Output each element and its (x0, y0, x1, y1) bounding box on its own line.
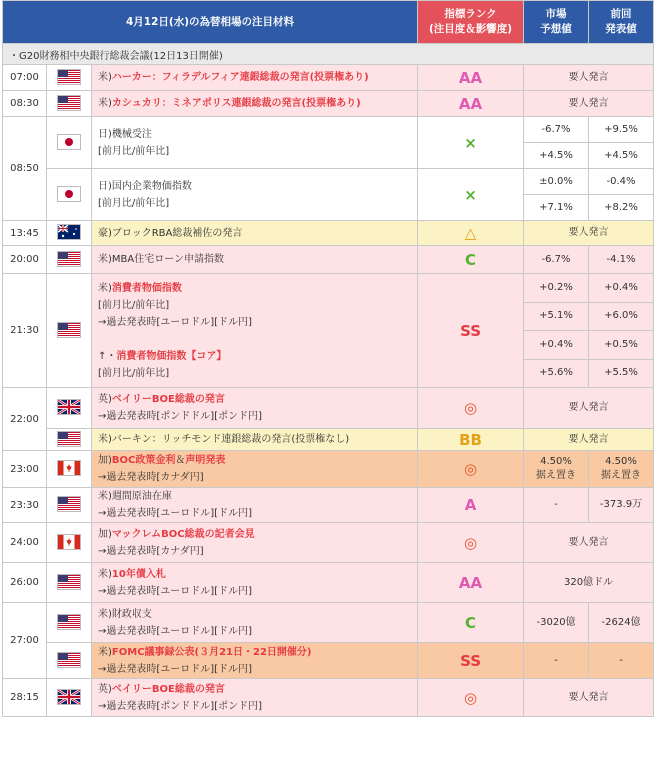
time-cell: 13:45 (3, 221, 47, 246)
event-line (98, 348, 417, 365)
forecast-value: - (524, 488, 589, 523)
event-description (92, 643, 418, 679)
merged-value-cell: 要人発言 (524, 65, 654, 91)
event-line (98, 225, 417, 242)
event-text: 加) (98, 455, 112, 466)
previous-value: +6.0% (589, 302, 654, 331)
flag-cell (47, 488, 92, 523)
event-line (98, 408, 417, 425)
event-line (98, 505, 417, 522)
header-previous-line1: 前回 (610, 8, 632, 20)
event-line (98, 365, 417, 382)
header-previous-line2: 発表値 (605, 23, 637, 35)
event-line (98, 69, 417, 86)
rank-badge: AA (418, 65, 524, 91)
header-previous (589, 1, 654, 44)
event-row (3, 274, 654, 303)
event-text: 米) (98, 98, 112, 109)
japan-flag-icon (57, 186, 81, 202)
value-line: 据え置き (536, 470, 577, 481)
event-line (98, 95, 417, 112)
event-description (92, 523, 418, 563)
header-forecast-line2: 予想値 (540, 23, 572, 35)
time-cell: 24:00 (3, 523, 47, 563)
event-line (98, 143, 417, 160)
event-row (3, 221, 654, 246)
value-line: 4.50% (540, 456, 572, 467)
rank-badge: SS (418, 643, 524, 679)
event-line (98, 297, 417, 314)
rank-badge: ◎ (418, 679, 524, 717)
forecast-value: -6.7% (524, 117, 589, 143)
japan-flag-icon (57, 134, 81, 150)
us-flag-icon (57, 431, 81, 447)
event-line (98, 583, 417, 600)
rank-badge: BB (418, 429, 524, 451)
flag-cell (47, 274, 92, 388)
rank-badge: ◎ (418, 523, 524, 563)
rank-badge: C (418, 603, 524, 643)
event-text: 加) (98, 528, 112, 540)
flag-cell (47, 91, 92, 117)
header-title: 4月12日(水)の為替相場の注目材料 (3, 1, 418, 44)
event-line (98, 391, 417, 408)
section-note-row (3, 44, 654, 65)
event-highlight-text: FOMC議事録公表(３月21日・22日開催分) (111, 646, 312, 658)
rank-badge: △ (418, 221, 524, 246)
flag-cell (47, 221, 92, 246)
event-highlight-text: 10年債入札 (111, 568, 166, 580)
previous-value: +5.5% (589, 359, 654, 388)
event-row (3, 65, 654, 91)
forecast-value: +4.5% (524, 143, 589, 169)
header-rank-line1: 指標ランク (444, 8, 497, 20)
time-cell: 20:00 (3, 246, 47, 274)
event-line (98, 566, 417, 583)
previous-value: -0.4% (589, 169, 654, 195)
event-highlight-text: 消費者物価指数 (111, 282, 182, 294)
australia-flag-icon (57, 224, 81, 240)
section-note: ・G20財務相中央銀行総裁会議(12日13日開催) (3, 44, 654, 65)
event-highlight-text: 消費者物価指数【コア】 (116, 350, 227, 362)
time-cell: 27:00 (3, 603, 47, 679)
previous-value: -2624億 (589, 603, 654, 643)
event-text: ↑・ (98, 350, 117, 362)
event-description (92, 388, 418, 429)
merged-value-cell: 要人発言 (524, 221, 654, 246)
rank-badge: A (418, 488, 524, 523)
event-line (98, 644, 417, 661)
event-text: [前月比/前年比] (98, 197, 170, 209)
event-line (98, 431, 417, 448)
flag-cell (47, 429, 92, 451)
event-text: 英) (98, 394, 112, 405)
event-line (98, 126, 417, 143)
event-text: →過去発表時[ユーロドル][ドル円] (98, 663, 252, 675)
event-text: →過去発表時[ユーロドル][ドル円] (98, 585, 252, 597)
event-row (3, 91, 654, 117)
time-cell: 21:30 (3, 274, 47, 388)
merged-value-cell: 要人発言 (524, 91, 654, 117)
flag-cell (47, 388, 92, 429)
event-description (92, 429, 418, 451)
rank-badge: ◎ (418, 451, 524, 488)
event-text: →過去発表時[ポンドドル][ポンド円] (98, 700, 262, 712)
event-description (92, 221, 418, 246)
forecast-value: ±0.0% (524, 169, 589, 195)
event-line (98, 698, 417, 715)
forecast-value: +5.1% (524, 302, 589, 331)
event-text: 米) (98, 282, 112, 294)
header-rank (418, 1, 524, 44)
event-description (92, 91, 418, 117)
event-highlight-text: ハーカー：フィラデルフィア連銀総裁の発言(投票権あり) (111, 72, 369, 83)
event-text: →過去発表時[カナダ円] (98, 472, 204, 483)
event-description (92, 117, 418, 169)
event-line (98, 178, 417, 195)
event-line (98, 623, 417, 640)
header-forecast-line1: 市場 (545, 8, 567, 20)
forecast-value: - (524, 643, 589, 679)
merged-value-cell: 要人発言 (524, 429, 654, 451)
event-text: [前月比/前年比] (98, 145, 170, 157)
event-line (98, 195, 417, 212)
event-line (98, 314, 417, 331)
uk-flag-icon (57, 399, 81, 415)
event-row (3, 488, 654, 523)
us-flag-icon (57, 614, 81, 630)
previous-value: +0.4% (589, 274, 654, 303)
previous-value: +9.5% (589, 117, 654, 143)
us-flag-icon (57, 251, 81, 267)
event-text: 豪)ブロックRBA総裁補佐の発言 (98, 227, 243, 239)
event-description (92, 603, 418, 643)
event-text: →過去発表時[ユーロドル][ドル円] (98, 625, 252, 637)
event-line (98, 681, 417, 698)
forecast-value: -6.7% (524, 246, 589, 274)
rank-badge: AA (418, 91, 524, 117)
event-text: 米)MBA住宅ローン申請指数 (98, 254, 225, 265)
event-text: →過去発表時[カナダ円] (98, 545, 204, 557)
rank-badge: C (418, 246, 524, 274)
us-flag-icon (57, 574, 81, 590)
event-line (98, 661, 417, 678)
flag-cell (47, 603, 92, 643)
event-description (92, 65, 418, 91)
event-highlight-text: マックレムBOC総裁の記者会見 (111, 528, 255, 540)
event-highlight-text: カシュカリ：ミネアポリス連銀総裁の発言(投票権あり) (111, 98, 361, 109)
header-rank-line2: (注目度＆影響度) (428, 23, 513, 35)
event-text: [前月比/前年比] (98, 299, 170, 311)
event-text: →過去発表時[ポンドドル][ポンド円] (98, 411, 262, 422)
forecast-value: +0.2% (524, 274, 589, 303)
rank-badge: SS (418, 274, 524, 388)
event-description (92, 679, 418, 717)
event-text: 米)財政収支 (98, 608, 152, 620)
event-row (3, 169, 654, 195)
us-flag-icon (57, 652, 81, 668)
time-cell: 07:00 (3, 65, 47, 91)
event-line (98, 526, 417, 543)
event-description (92, 274, 418, 388)
event-description (92, 246, 418, 274)
merged-value-cell: 要人発言 (524, 523, 654, 563)
event-highlight-text: BOC政策金利 (111, 455, 176, 466)
event-row (3, 117, 654, 143)
previous-value (589, 451, 654, 488)
event-text: 英) (98, 683, 112, 695)
event-line (98, 488, 417, 505)
previous-value: +8.2% (589, 195, 654, 221)
event-text: [前月比/前年比] (98, 367, 170, 379)
flag-cell (47, 65, 92, 91)
event-row (3, 679, 654, 717)
rank-badge: AA (418, 563, 524, 603)
previous-value: +4.5% (589, 143, 654, 169)
event-row (3, 246, 654, 274)
header-forecast (524, 1, 589, 44)
event-line (98, 469, 417, 486)
flag-cell (47, 451, 92, 488)
event-row (3, 603, 654, 643)
event-text: ＆ (175, 455, 186, 466)
event-row (3, 451, 654, 488)
forecast-value: +5.6% (524, 359, 589, 388)
event-row (3, 523, 654, 563)
merged-value-cell: 320億ドル (524, 563, 654, 603)
event-highlight-text: ベイリーBOE総裁の発言 (111, 683, 225, 695)
event-row (3, 563, 654, 603)
time-cell: 23:30 (3, 488, 47, 523)
flag-cell (47, 679, 92, 717)
event-row (3, 429, 654, 451)
event-description (92, 451, 418, 488)
event-row (3, 388, 654, 429)
event-text: 米) (98, 646, 112, 658)
event-highlight-text: ベイリーBOE総裁の発言 (111, 394, 225, 405)
us-flag-icon (57, 496, 81, 512)
event-line (98, 331, 417, 348)
event-text: 米)週間原油在庫 (98, 491, 172, 502)
event-line (98, 606, 417, 623)
event-text: →過去発表時[ユーロドル][ドル円] (98, 508, 252, 519)
flag-cell (47, 643, 92, 679)
merged-value-cell: 要人発言 (524, 388, 654, 429)
event-text: 日)国内企業物価指数 (98, 180, 192, 192)
forecast-value: +0.4% (524, 331, 589, 360)
event-row (3, 643, 654, 679)
event-description (92, 488, 418, 523)
previous-value: -4.1% (589, 246, 654, 274)
event-description (92, 169, 418, 221)
time-cell: 22:00 (3, 388, 47, 451)
us-flag-icon (57, 322, 81, 338)
merged-value-cell: 要人発言 (524, 679, 654, 717)
value-line: 据え置き (601, 470, 642, 481)
time-cell: 08:50 (3, 117, 47, 221)
rank-badge: ◎ (418, 388, 524, 429)
flag-cell (47, 169, 92, 221)
rank-badge: × (418, 169, 524, 221)
time-cell: 28:15 (3, 679, 47, 717)
us-flag-icon (57, 95, 81, 111)
flag-cell (47, 117, 92, 169)
time-cell: 23:00 (3, 451, 47, 488)
uk-flag-icon (57, 689, 81, 705)
flag-cell (47, 523, 92, 563)
event-description (92, 563, 418, 603)
previous-value: +0.5% (589, 331, 654, 360)
event-line (98, 251, 417, 268)
time-cell: 26:00 (3, 563, 47, 603)
event-text: →過去発表時[ユーロドル][ドル円] (98, 316, 252, 328)
canada-flag-icon (57, 460, 81, 476)
time-cell: 08:30 (3, 91, 47, 117)
us-flag-icon (57, 69, 81, 85)
previous-value: - (589, 643, 654, 679)
forecast-value: -3020億 (524, 603, 589, 643)
canada-flag-icon (57, 534, 81, 550)
event-line (98, 452, 417, 469)
value-line: 4.50% (605, 456, 637, 467)
flag-cell (47, 246, 92, 274)
header-row (3, 1, 654, 44)
rank-badge: × (418, 117, 524, 169)
forecast-value: +7.1% (524, 195, 589, 221)
forecast-value (524, 451, 589, 488)
event-line (98, 280, 417, 297)
flag-cell (47, 563, 92, 603)
event-text: 米) (98, 72, 112, 83)
event-text: 日)機械受注 (98, 128, 152, 140)
event-highlight-text: 声明発表 (185, 455, 226, 466)
previous-value: -373.9万 (589, 488, 654, 523)
event-line (98, 543, 417, 560)
event-text: 米) (98, 568, 112, 580)
economic-calendar-table (2, 0, 654, 717)
event-text: 米)バーキン：リッチモンド連銀総裁の発言(投票権なし) (98, 434, 350, 445)
